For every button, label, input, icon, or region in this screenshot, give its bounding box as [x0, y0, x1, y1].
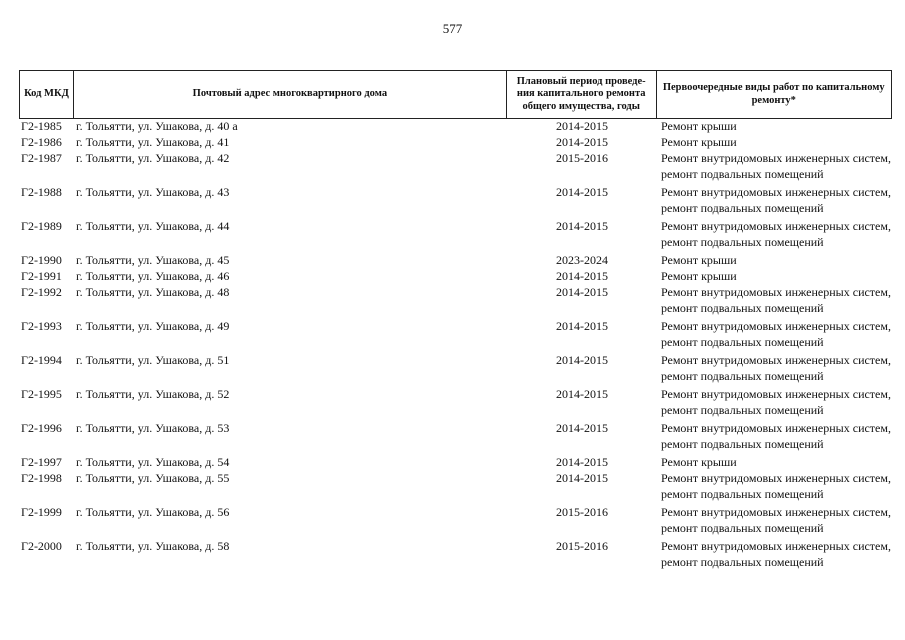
page-number: 577	[442, 21, 463, 36]
table-row	[19, 134, 892, 150]
header-code: Код МКД	[20, 71, 74, 118]
table-row	[19, 538, 892, 572]
table-row	[19, 252, 892, 268]
table-row	[19, 118, 892, 134]
row-code: Г2-1987	[21, 151, 62, 165]
row-period: 2015-2016	[556, 505, 608, 519]
row-works: Ремонт крыши	[661, 455, 737, 469]
table-row	[19, 150, 892, 184]
row-code: Г2-1996	[21, 421, 62, 435]
table-row	[19, 284, 892, 318]
row-address: г. Тольятти, ул. Ушакова, д. 51	[76, 353, 230, 367]
row-works: Ремонт крыши	[661, 119, 737, 133]
row-period: 2014-2015	[556, 135, 608, 149]
row-works: Ремонт внутридомовых инженерных систем, ремонт подвальных помещений	[661, 353, 891, 383]
row-works: Ремонт внутридомовых инженерных систем, ремонт подвальных помещений	[661, 285, 891, 315]
row-code: Г2-1985	[21, 119, 62, 133]
header-period: Плановый период проведе-ния капитального ремонта общего имущества, годы	[507, 71, 657, 118]
row-works: Ремонт внутридомовых инженерных систем, ремонт подвальных помещений	[661, 539, 891, 569]
row-code: Г2-1990	[21, 253, 62, 267]
row-address: г. Тольятти, ул. Ушакова, д. 41	[76, 135, 230, 149]
table-row	[19, 420, 892, 454]
row-code: Г2-1997	[21, 455, 62, 469]
row-code: Г2-1988	[21, 185, 62, 199]
row-code: Г2-1989	[21, 219, 62, 233]
table-body	[19, 118, 892, 572]
row-address: г. Тольятти, ул. Ушакова, д. 56	[76, 505, 230, 519]
row-works: Ремонт внутридомовых инженерных систем, ремонт подвальных помещений	[661, 387, 891, 417]
row-code: Г2-1992	[21, 285, 62, 299]
row-period: 2014-2015	[556, 285, 608, 299]
row-address: г. Тольятти, ул. Ушакова, д. 53	[76, 421, 230, 435]
row-period: 2023-2024	[556, 253, 608, 267]
row-address: г. Тольятти, ул. Ушакова, д. 49	[76, 319, 230, 333]
row-address: г. Тольятти, ул. Ушакова, д. 55	[76, 471, 230, 485]
row-works: Ремонт внутридомовых инженерных систем, ремонт подвальных помещений	[661, 471, 891, 501]
table-row	[19, 504, 892, 538]
row-works: Ремонт внутридомовых инженерных систем, ремонт подвальных помещений	[661, 421, 891, 451]
row-code: Г2-2000	[21, 539, 62, 553]
row-code: Г2-1998	[21, 471, 62, 485]
row-works: Ремонт крыши	[661, 253, 737, 267]
row-period: 2014-2015	[556, 185, 608, 199]
row-works: Ремонт внутридомовых инженерных систем, ремонт подвальных помещений	[661, 151, 891, 181]
table-row	[19, 184, 892, 218]
table-row	[19, 268, 892, 284]
table-row	[19, 318, 892, 352]
row-address: г. Тольятти, ул. Ушакова, д. 40 а	[76, 119, 238, 133]
table-row	[19, 454, 892, 470]
row-period: 2014-2015	[556, 455, 608, 469]
row-period: 2014-2015	[556, 353, 608, 367]
row-works: Ремонт крыши	[661, 269, 737, 283]
row-address: г. Тольятти, ул. Ушакова, д. 44	[76, 219, 230, 233]
row-period: 2014-2015	[556, 387, 608, 401]
row-code: Г2-1995	[21, 387, 62, 401]
row-code: Г2-1994	[21, 353, 62, 367]
table-row	[19, 352, 892, 386]
table-header	[19, 70, 892, 119]
row-works: Ремонт внутридомовых инженерных систем, ремонт подвальных помещений	[661, 505, 891, 535]
row-period: 2014-2015	[556, 421, 608, 435]
row-code: Г2-1986	[21, 135, 62, 149]
row-address: г. Тольятти, ул. Ушакова, д. 48	[76, 285, 230, 299]
row-address: г. Тольятти, ул. Ушакова, д. 42	[76, 151, 230, 165]
header-works: Первоочередные виды работ по капитальному ремонту*	[662, 81, 885, 106]
row-address: г. Тольятти, ул. Ушакова, д. 45	[76, 253, 230, 267]
row-works: Ремонт внутридомовых инженерных систем, ремонт подвальных помещений	[661, 185, 891, 215]
table-row	[19, 218, 892, 252]
row-address: г. Тольятти, ул. Ушакова, д. 52	[76, 387, 230, 401]
row-works: Ремонт внутридомовых инженерных систем, ремонт подвальных помещений	[661, 219, 891, 249]
row-period: 2014-2015	[556, 319, 608, 333]
row-period: 2014-2015	[556, 269, 608, 283]
row-works: Ремонт крыши	[661, 135, 737, 149]
row-period: 2014-2015	[556, 219, 608, 233]
row-address: г. Тольятти, ул. Ушакова, д. 46	[76, 269, 230, 283]
row-address: г. Тольятти, ул. Ушакова, д. 43	[76, 185, 230, 199]
row-period: 2015-2016	[556, 151, 608, 165]
row-period: 2014-2015	[556, 119, 608, 133]
table-row	[19, 470, 892, 504]
row-period: 2015-2016	[556, 539, 608, 553]
header-address: Почтовый адрес многоквартирного дома	[74, 71, 507, 118]
row-code: Г2-1993	[21, 319, 62, 333]
row-address: г. Тольятти, ул. Ушакова, д. 58	[76, 539, 230, 553]
table-row	[19, 386, 892, 420]
row-code: Г2-1991	[21, 269, 62, 283]
row-works: Ремонт внутридомовых инженерных систем, ремонт подвальных помещений	[661, 319, 891, 349]
row-address: г. Тольятти, ул. Ушакова, д. 54	[76, 455, 230, 469]
row-period: 2014-2015	[556, 471, 608, 485]
row-code: Г2-1999	[21, 505, 62, 519]
